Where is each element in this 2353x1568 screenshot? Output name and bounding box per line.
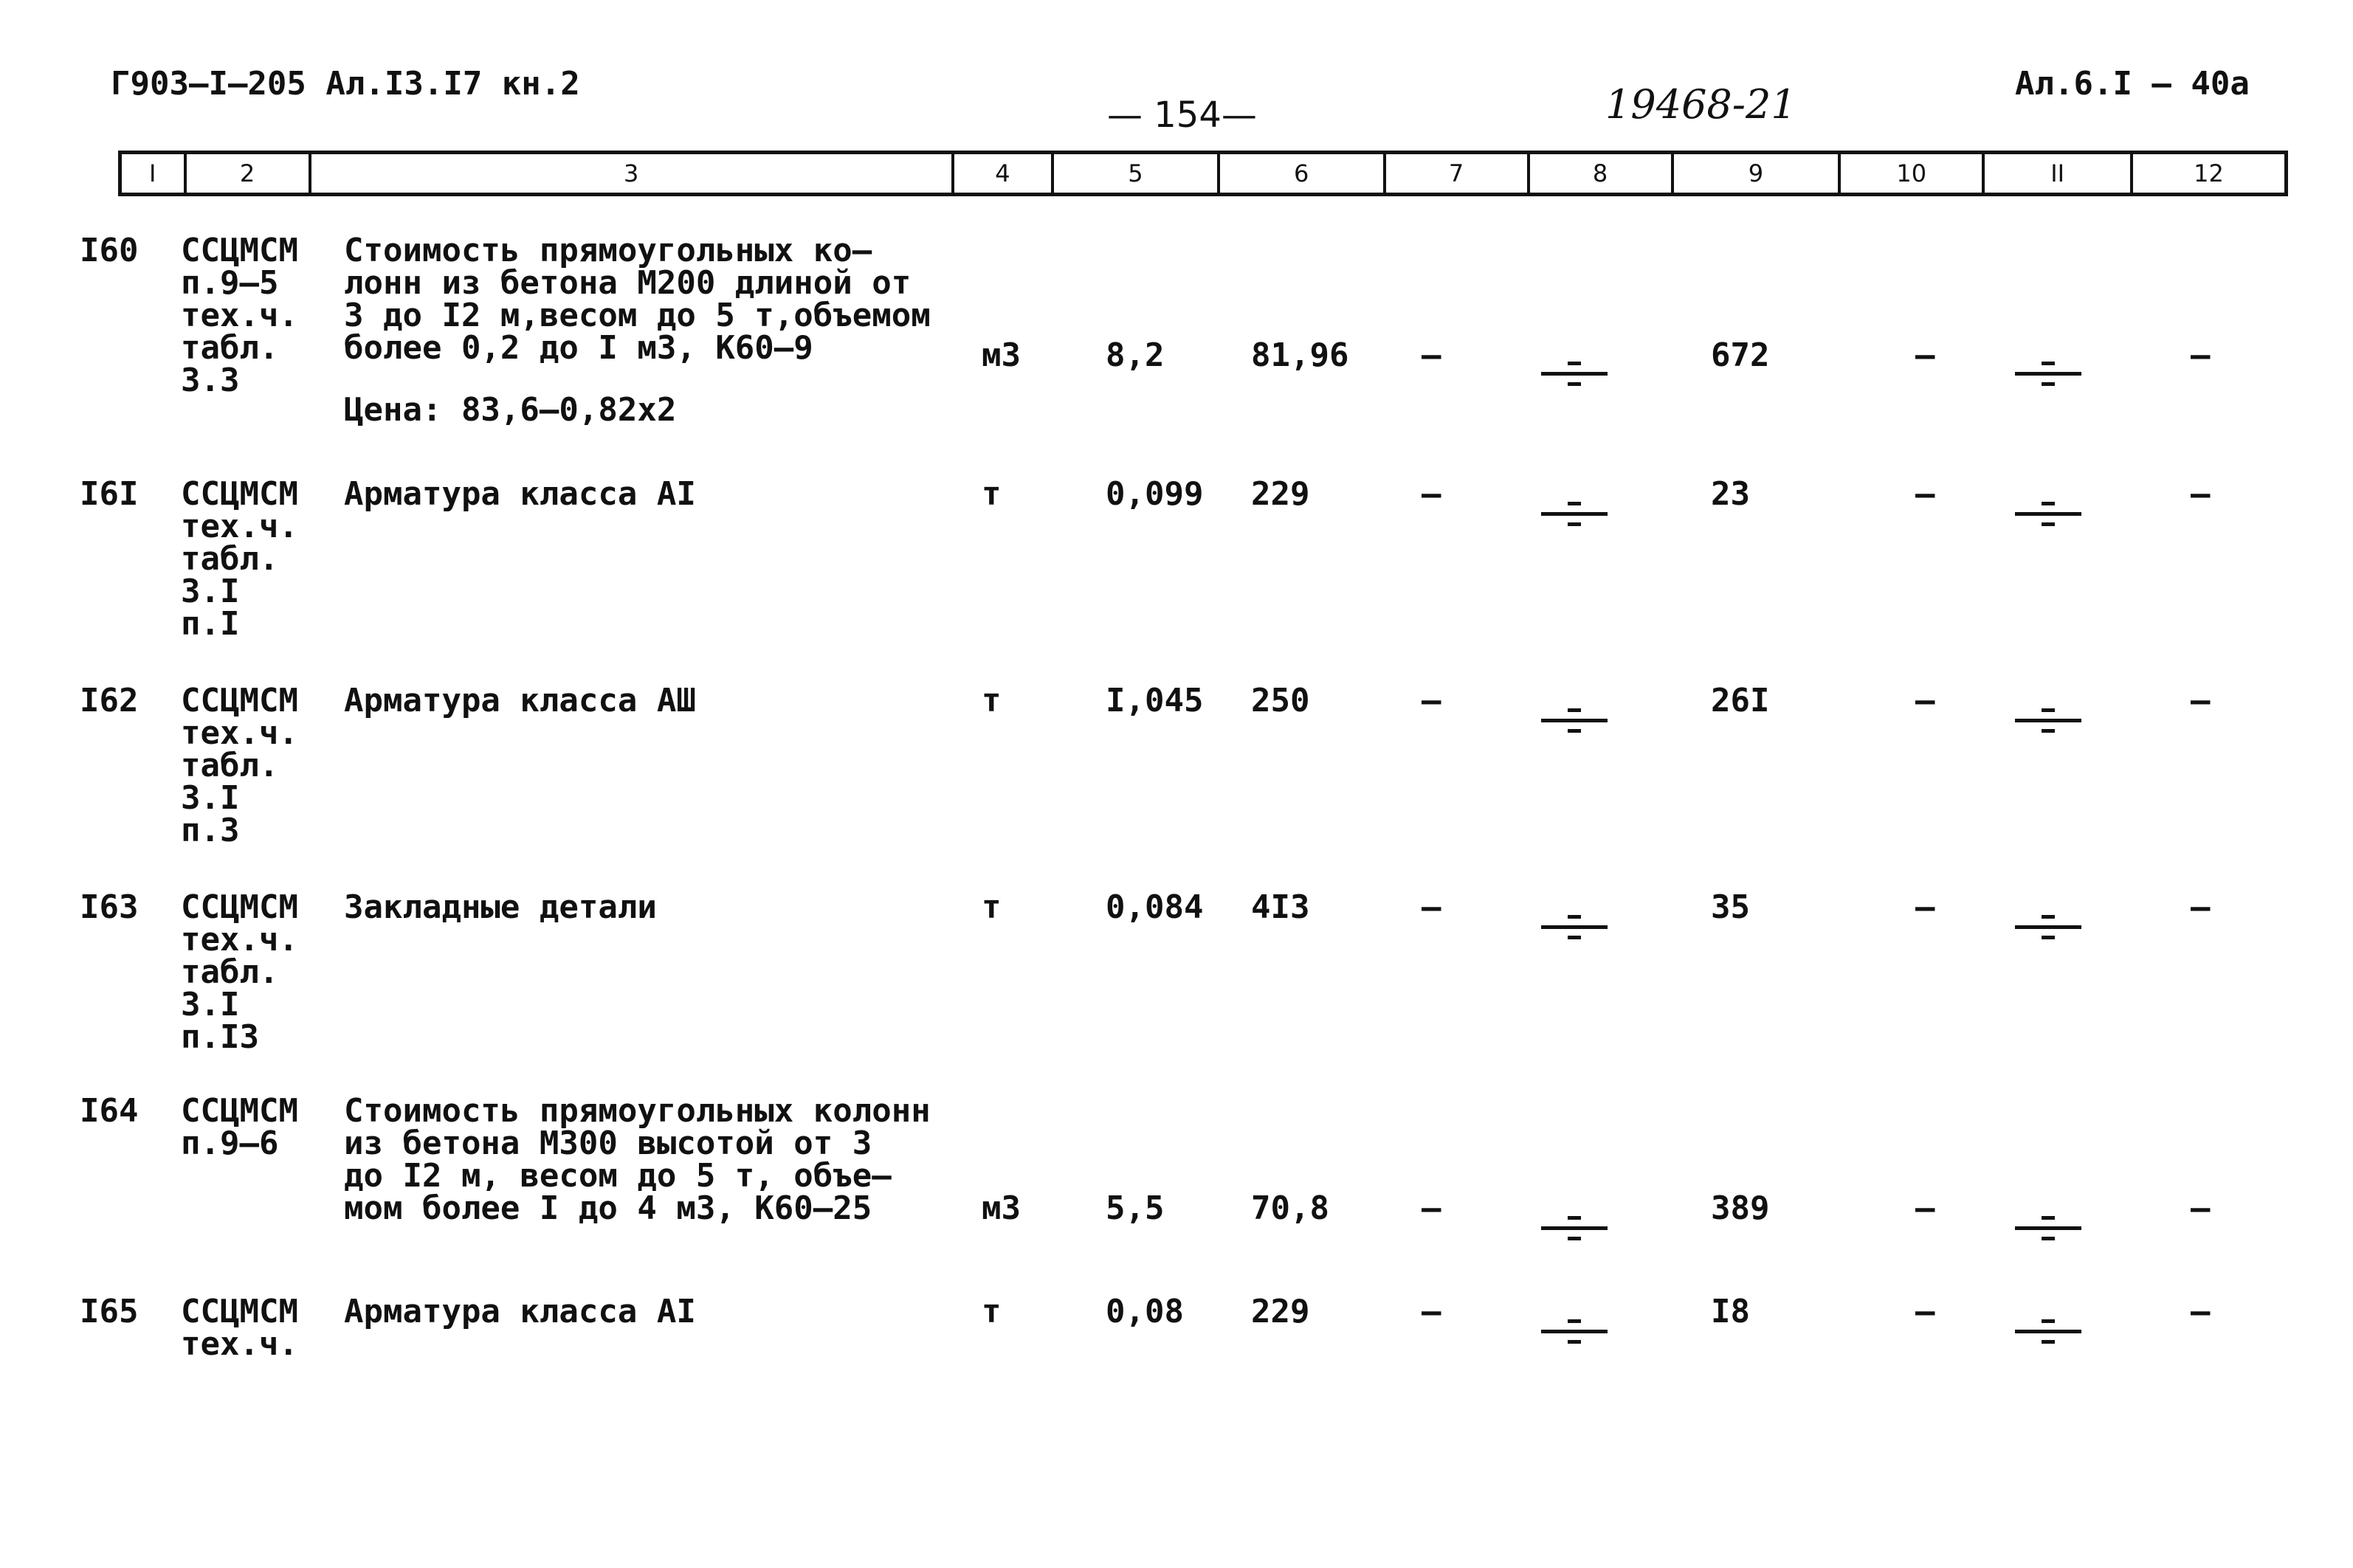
column-10-cell: – xyxy=(1915,1293,1935,1330)
description-line: Стоимость прямоугольных ко– xyxy=(344,232,872,269)
description-line: до I2 м, весом до 5 т, объе– xyxy=(344,1157,892,1195)
description-line: Закладные детали xyxy=(344,888,657,926)
division-sign-icon xyxy=(2015,1316,2081,1346)
quantity-cell: 0,084 xyxy=(1106,888,1204,926)
column-header-7: 7 xyxy=(1386,154,1530,193)
column-7-cell: – xyxy=(1422,1293,1441,1330)
column-12-cell: – xyxy=(2191,336,2211,374)
reference-line: п.9–6 xyxy=(181,1125,279,1162)
quantity-cell: 0,08 xyxy=(1106,1293,1184,1330)
reference-line: 3.I xyxy=(181,573,240,610)
row-number: I63 xyxy=(80,888,139,926)
column-7-cell: – xyxy=(1422,682,1441,719)
row-number: I64 xyxy=(80,1092,139,1130)
reference-line: табл. xyxy=(181,329,279,367)
reference-line: ССЦМСМ xyxy=(181,682,298,719)
description-cell xyxy=(344,682,696,719)
reference-cell xyxy=(181,888,328,1056)
unit-cell: м3 xyxy=(982,1189,1021,1227)
description-line: 3 до I2 м,весом до 5 т,объемом xyxy=(344,297,931,334)
column-9-cell: 26I xyxy=(1711,682,1770,719)
reference-line: ССЦМСМ xyxy=(181,475,298,513)
row-number: I62 xyxy=(80,682,139,719)
column-header-10: 10 xyxy=(1841,154,1985,193)
column-header-11: II xyxy=(1985,154,2133,193)
unit-cell: т xyxy=(982,682,1002,719)
column-header-12: 12 xyxy=(2194,159,2224,187)
reference-line: п.I xyxy=(181,605,240,643)
reference-line: ССЦМСМ xyxy=(181,232,298,269)
column-header-6: 6 xyxy=(1220,154,1386,193)
quantity-cell: 0,099 xyxy=(1106,475,1204,513)
division-sign-icon xyxy=(1541,705,1608,735)
column-12-cell: – xyxy=(2191,1189,2211,1227)
description-cell xyxy=(344,1293,696,1330)
column-header-4: 4 xyxy=(954,154,1054,193)
reference-cell xyxy=(181,475,328,643)
quantity-cell: I,045 xyxy=(1106,682,1204,719)
reference-line: п.3 xyxy=(181,812,240,849)
reference-cell xyxy=(181,682,328,849)
row-number: I65 xyxy=(80,1293,139,1330)
column-9-cell: 23 xyxy=(1711,475,1750,513)
description-line: более 0,2 до I м3, К60–9 xyxy=(344,329,813,367)
page-number: — 154— xyxy=(1107,94,1257,136)
division-sign-icon xyxy=(1541,912,1608,942)
description-line: Стоимость прямоугольных колонн xyxy=(344,1092,931,1130)
reference-line: ССЦМСМ xyxy=(181,1092,298,1130)
reference-line: табл. xyxy=(181,953,279,991)
division-sign-icon xyxy=(2015,499,2081,528)
column-12-cell: – xyxy=(2191,1293,2211,1330)
reference-line: тех.ч. xyxy=(181,1325,298,1363)
description-line: Арматура класса АШ xyxy=(344,682,696,719)
reference-line: табл. xyxy=(181,747,279,784)
column-header-3: 3 xyxy=(311,154,954,193)
quantity-cell: 8,2 xyxy=(1106,336,1165,374)
column-9-cell: 35 xyxy=(1711,888,1750,926)
reference-line: тех.ч. xyxy=(181,508,298,545)
column-10-cell: – xyxy=(1915,1189,1935,1227)
reference-line: тех.ч. xyxy=(181,921,298,959)
reference-cell xyxy=(181,232,328,399)
column-10-cell: – xyxy=(1915,682,1935,719)
description-line: мом более I до 4 м3, К60–25 xyxy=(344,1189,872,1227)
unit-cost-cell: 70,8 xyxy=(1251,1189,1329,1227)
column-9-cell: I8 xyxy=(1711,1293,1750,1330)
price-formula: Цена: 83,6–0,82х2 xyxy=(344,391,677,429)
reference-line: тех.ч. xyxy=(181,714,298,752)
description-cell xyxy=(344,475,696,513)
unit-cost-cell: 250 xyxy=(1251,682,1310,719)
unit-cell: т xyxy=(982,475,1002,513)
reference-line: тех.ч. xyxy=(181,297,298,334)
reference-cell xyxy=(181,1092,328,1162)
column-7-cell: – xyxy=(1422,475,1441,513)
column-9-cell: 672 xyxy=(1711,336,1770,374)
column-10-cell: – xyxy=(1915,475,1935,513)
description-line: из бетона М300 высотой от 3 xyxy=(344,1125,872,1162)
reference-line: 3.I xyxy=(181,779,240,817)
handwritten-number: 19468-21 xyxy=(1605,81,1796,128)
division-sign-icon xyxy=(1541,499,1608,528)
reference-line: 3.I xyxy=(181,986,240,1023)
division-sign-icon xyxy=(1541,1213,1608,1243)
row-number: I60 xyxy=(80,232,139,269)
sheet-code: Ал.6.I – 40а xyxy=(2015,65,2250,103)
column-7-cell: – xyxy=(1422,1189,1441,1227)
division-sign-icon xyxy=(2015,359,2081,388)
description-line: лонн из бетона М200 длиной от xyxy=(344,264,912,302)
column-12-cell: – xyxy=(2191,682,2211,719)
division-sign-icon xyxy=(1541,359,1608,388)
reference-line: ССЦМСМ xyxy=(181,888,298,926)
reference-line: п.I3 xyxy=(181,1018,259,1056)
reference-line: ССЦМСМ xyxy=(181,1293,298,1330)
column-header-2: 2 xyxy=(187,154,311,193)
reference-line: табл. xyxy=(181,540,279,578)
reference-line: 3.3 xyxy=(181,362,240,399)
description-line: Арматура класса АI xyxy=(344,1293,696,1330)
reference-cell xyxy=(181,1293,328,1363)
row-number: I6I xyxy=(80,475,139,513)
column-header-1: I xyxy=(122,154,187,193)
unit-cost-cell: 4I3 xyxy=(1251,888,1310,926)
document-code: Г903–I–205 Ал.I3.I7 кн.2 xyxy=(111,65,580,103)
unit-cost-cell: 229 xyxy=(1251,1293,1310,1330)
description-cell xyxy=(344,888,657,926)
column-9-cell: 389 xyxy=(1711,1189,1770,1227)
column-header-row xyxy=(118,151,2288,196)
column-header-9: 9 xyxy=(1674,154,1842,193)
unit-cell: т xyxy=(982,888,1002,926)
reference-line: п.9–5 xyxy=(181,264,279,302)
unit-cost-cell: 81,96 xyxy=(1251,336,1349,374)
column-10-cell: – xyxy=(1915,336,1935,374)
column-header-5: 5 xyxy=(1054,154,1220,193)
division-sign-icon xyxy=(2015,705,2081,735)
division-sign-icon xyxy=(1541,1316,1608,1346)
description-line: Арматура класса АI xyxy=(344,475,696,513)
description-cell xyxy=(344,232,931,429)
division-sign-icon xyxy=(2015,912,2081,942)
column-10-cell: – xyxy=(1915,888,1935,926)
division-sign-icon xyxy=(2015,1213,2081,1243)
description-cell xyxy=(344,1092,931,1227)
unit-cell: т xyxy=(982,1293,1002,1330)
quantity-cell: 5,5 xyxy=(1106,1189,1165,1227)
unit-cost-cell: 229 xyxy=(1251,475,1310,513)
unit-cell: м3 xyxy=(982,336,1021,374)
column-header-8: 8 xyxy=(1530,154,1674,193)
column-12-cell: – xyxy=(2191,888,2211,926)
column-7-cell: – xyxy=(1422,888,1441,926)
column-7-cell: – xyxy=(1422,336,1441,374)
column-12-cell: – xyxy=(2191,475,2211,513)
